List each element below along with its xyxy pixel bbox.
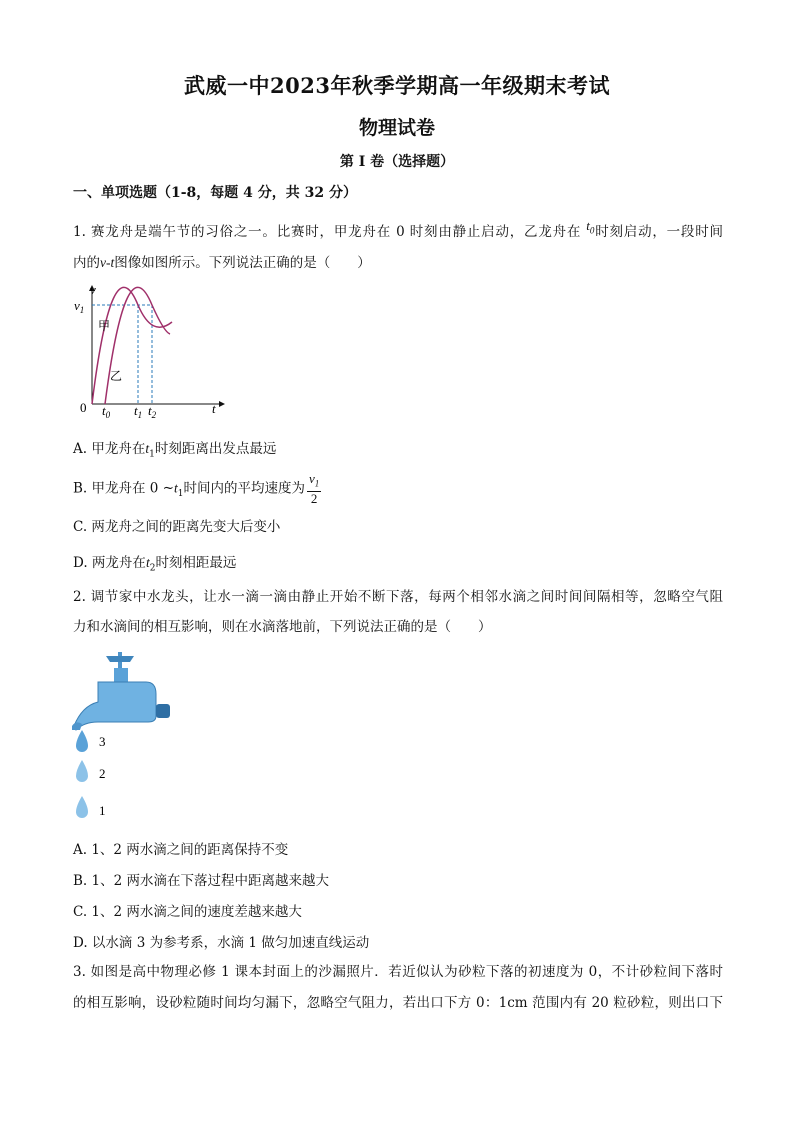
section-heading: 一、单项选题（1-8，每题 4 分，共 32 分） <box>73 185 358 201</box>
faucet-pipe-end <box>156 704 170 718</box>
origin-label: 0 <box>80 400 87 415</box>
q1-stem-line2: 内的v-t图像如图所示。下列说法正确的是（ ） <box>73 255 371 271</box>
v-axis-label: v <box>90 282 96 297</box>
q1-option-a[interactable]: A. 甲龙舟在$t_1$时刻距离出发点最远 <box>73 441 277 460</box>
faucet-neck <box>114 668 128 682</box>
drop-3-label: 3 <box>99 734 106 749</box>
q1-option-b[interactable]: B. 甲龙舟在 0 $\sim t_1$时间内的平均速度为 $\frac{v_1}{2}$ <box>73 471 320 506</box>
faucet-handle <box>106 656 134 662</box>
faucet-body <box>74 682 156 730</box>
q3-stem-line2: 的相互影响，设砂粒随时间均匀漏下，忽略空气阻力，若出口下方 0：1cm 范围内有 20 粒砂粒，则出口下 <box>73 995 723 1011</box>
yi-label: 乙 <box>110 369 123 383</box>
page-title: 武威一中2023年秋季学期高一年级期末考试 <box>184 73 610 98</box>
q1-stem-line1: 1. 赛龙舟是端午节的习俗之一。比赛时，甲龙舟在 0 时刻由静止启动，乙龙舟在 $t_0$时刻启动，一段时间 <box>73 218 724 240</box>
jia-label: 甲 <box>98 319 111 333</box>
q2-stem-line1: 2. 调节家中水龙头，让水一滴一滴由静止开始不断下落，每两个相邻水滴之间时间间隔相等，忽略空气阻 <box>73 589 723 605</box>
q2-option-a[interactable]: A. 1、2 两水滴之间的距离保持不变 <box>73 842 289 858</box>
v1-label: $v_1$ <box>74 298 85 315</box>
q3-stem-line1: 3. 如图是高中物理必修 1 课本封面上的沙漏照片．若近似认为砂粒下落的初速度为 0，不计砂粒间下落时 <box>73 964 723 980</box>
faucet-spout-tip <box>72 722 82 730</box>
drop-1-label: 1 <box>99 803 106 818</box>
t0-label: $t_0$ <box>102 403 111 420</box>
water-drop-3 <box>76 730 88 752</box>
t-axis-label: t <box>212 401 216 416</box>
q2-option-d[interactable]: D. 以水滴 3 为参考系，水滴 1 做匀加速直线运动 <box>73 935 370 951</box>
q2-option-c[interactable]: C. 1、2 两水滴之间的速度差越来越大 <box>73 904 302 920</box>
water-drop-2 <box>76 760 88 782</box>
q1-option-d[interactable]: D. 两龙舟在$t_2$时刻相距最远 <box>73 555 237 574</box>
drop-2-label: 2 <box>99 766 106 781</box>
vt-graph <box>72 282 232 422</box>
t2-label: $t_2$ <box>148 403 157 420</box>
q2-option-b[interactable]: B. 1、2 两水滴在下落过程中距离越来越大 <box>73 873 329 889</box>
t1-label: $t_1$ <box>134 403 143 420</box>
water-drop-1 <box>76 796 88 818</box>
faucet-illustration <box>68 650 188 825</box>
subject-title: 物理试卷 <box>358 117 435 139</box>
q1-t0-symbol: $t_0$ <box>586 218 595 236</box>
q1-option-b-fraction: $\frac{v_1}{2}$ <box>309 471 320 506</box>
q2-stem-line2: 力和水滴间的相互影响，则在水滴落地前，下列说法正确的是（ ） <box>73 619 492 635</box>
q1-option-c[interactable]: C. 两龙舟之间的距离先变大后变小 <box>73 519 281 535</box>
volume-heading: 第 I 卷（选择题） <box>339 154 455 170</box>
